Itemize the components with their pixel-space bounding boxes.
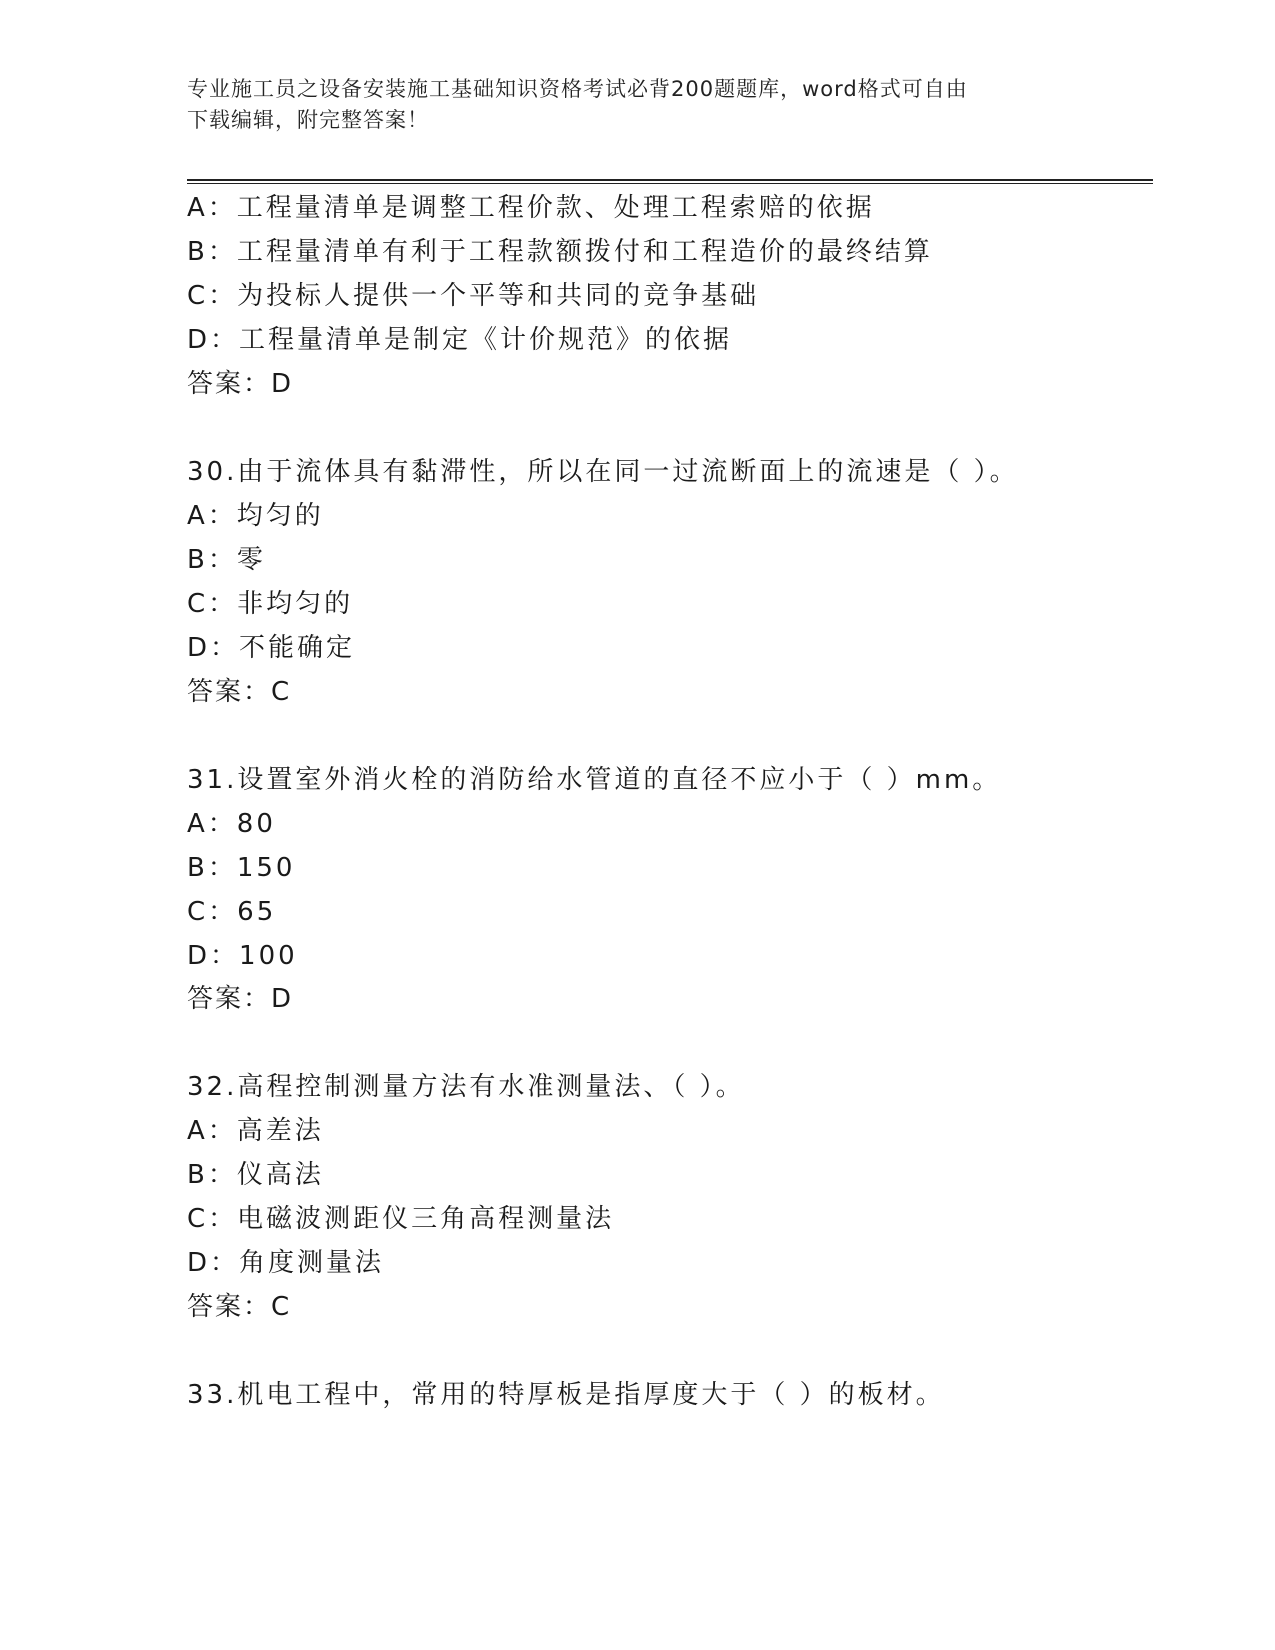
q29-option-a: A：工程量清单是调整工程价款、处理工程索赔的依据: [187, 193, 875, 223]
document-header: [187, 74, 1067, 136]
q29-answer: 答案：D: [187, 369, 294, 399]
q32-answer: 答案：C: [187, 1292, 292, 1322]
header-divider: [187, 179, 1153, 181]
q32-option-a: A：高差法: [187, 1116, 324, 1146]
q31-option-b: B：150: [187, 853, 296, 883]
q33-stem: 33.机电工程中，常用的特厚板是指厚度大于（ ）的板材。: [187, 1380, 945, 1410]
q31-stem: 31.设置室外消火栓的消防给水管道的直径不应小于（ ）mm。: [187, 765, 1002, 795]
q31-option-d: D：100: [187, 941, 298, 971]
q30-stem: 30.由于流体具有黏滞性，所以在同一过流断面上的流速是（ ）。: [187, 457, 1019, 487]
q29-option-d: D：工程量清单是制定《计价规范》的依据: [187, 325, 733, 355]
header-divider-thin: [187, 183, 1153, 184]
q32-option-c: C：电磁波测距仪三角高程测量法: [187, 1204, 615, 1234]
header-line-2: 下载编辑，附完整答案！: [187, 108, 429, 132]
q29-option-b: B：工程量清单有利于工程款额拨付和工程造价的最终结算: [187, 237, 933, 267]
q30-option-c: C：非均匀的: [187, 589, 354, 619]
q30-option-d: D：不能确定: [187, 633, 356, 663]
q31-option-c: C：65: [187, 897, 277, 927]
q32-option-b: B：仪高法: [187, 1160, 324, 1190]
q31-answer: 答案：D: [187, 984, 294, 1014]
q30-answer: 答案：C: [187, 677, 292, 707]
q30-option-a: A：均匀的: [187, 501, 324, 531]
q32-stem: 32.高程控制测量方法有水准测量法、（ ）。: [187, 1072, 745, 1102]
q30-option-b: B：零: [187, 545, 266, 575]
header-line-1: 专业施工员之设备安装施工基础知识资格考试必背200题题库，word格式可自由: [187, 77, 968, 101]
q29-option-c: C：为投标人提供一个平等和共同的竞争基础: [187, 281, 760, 311]
q32-option-d: D：角度测量法: [187, 1248, 385, 1278]
q31-option-a: A：80: [187, 809, 276, 839]
